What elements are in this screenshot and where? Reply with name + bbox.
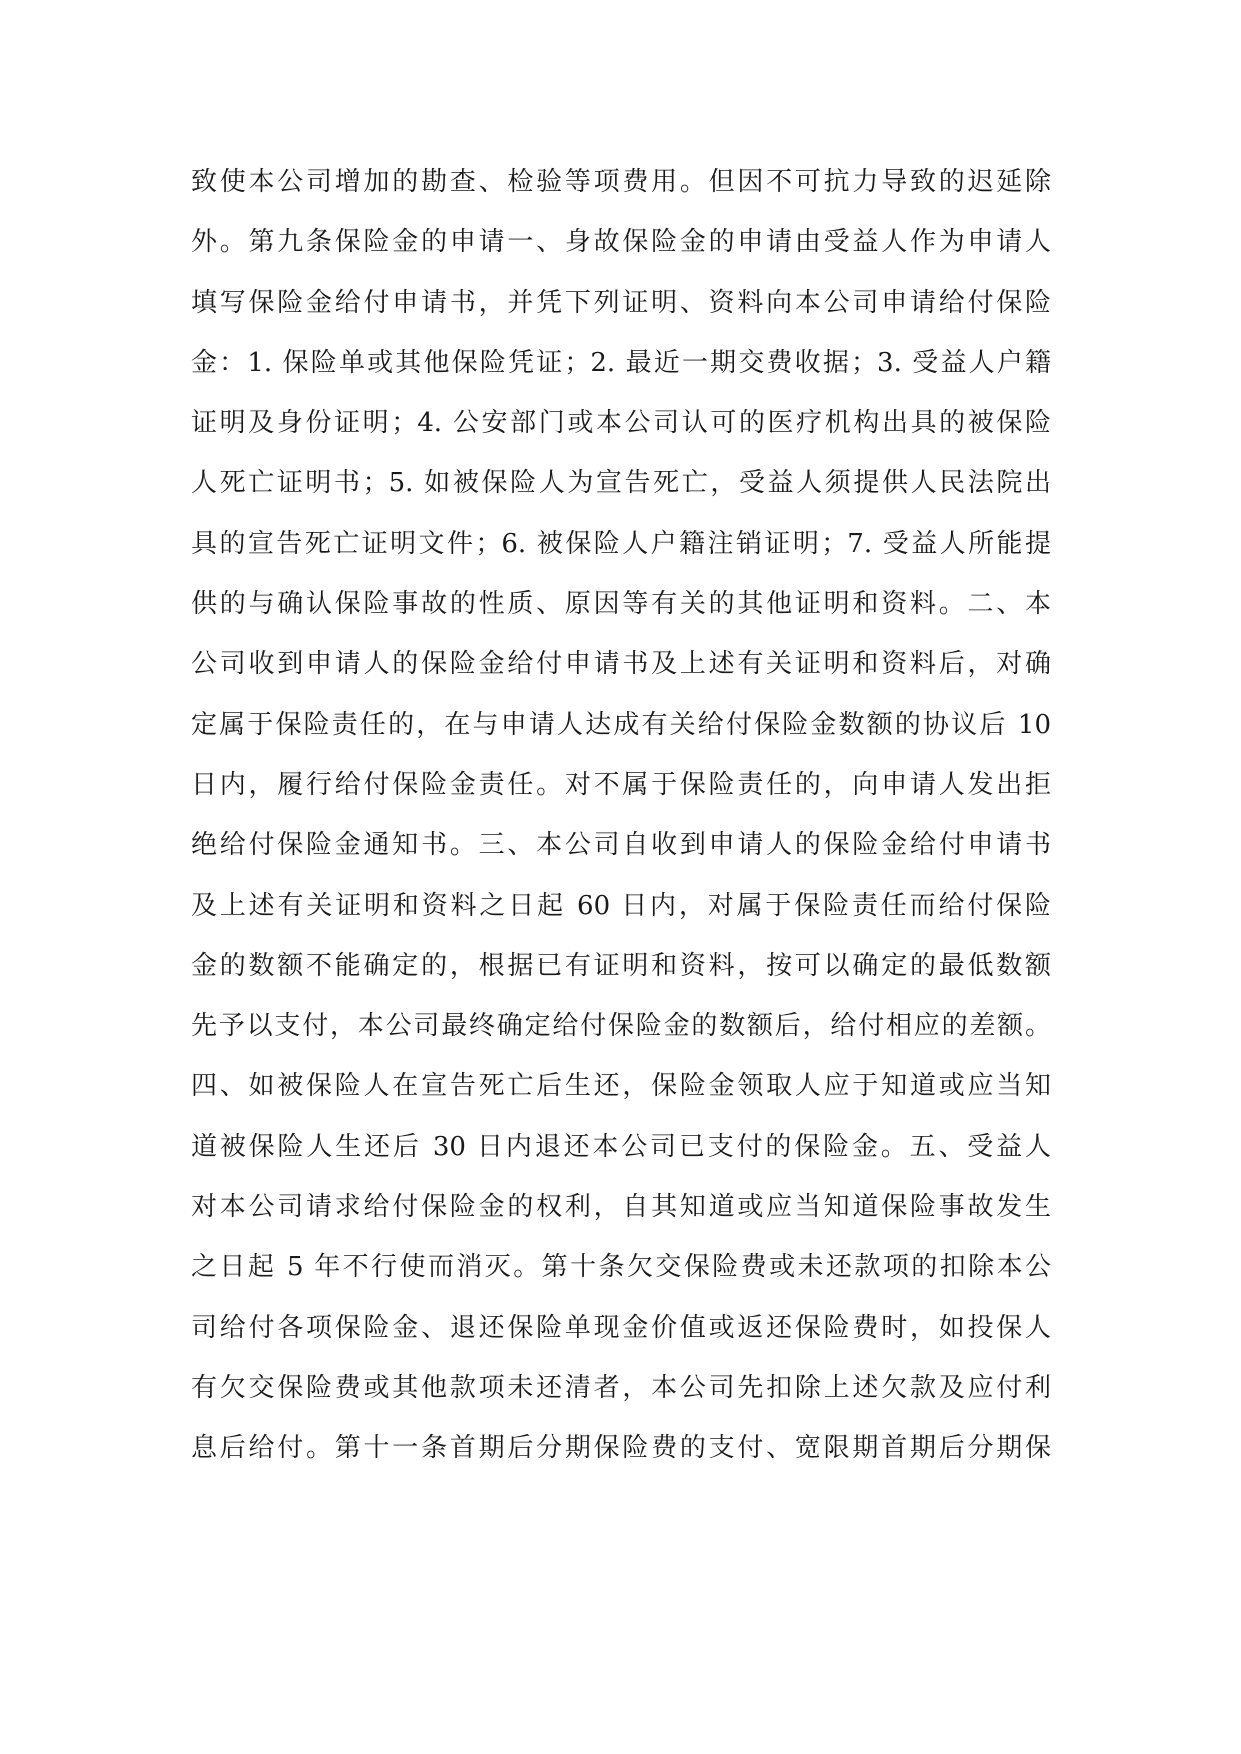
text-line: 证明及身份证明；4. 公安部门或本公司认可的医疗机构出具的被保险 [191,408,1051,439]
text-line: 四、如被保险人在宣告死亡后生还，保险金领取人应于知道或应当知 [191,1071,1051,1102]
text-line: 司给付各项保险金、退还保险单现金价值或返还保险费时，如投保人 [191,1312,1051,1343]
text-line: 具的宣告死亡证明文件；6. 被保险人户籍注销证明；7. 受益人所能提 [191,528,1051,559]
text-line: 及上述有关证明和资料之日起 60 日内，对属于保险责任而给付保险 [191,890,1051,921]
text-line: 对本公司请求给付保险金的权利，自其知道或应当知道保险事故发生 [191,1192,1051,1223]
text-line: 外。第九条保险金的申请一、身故保险金的申请由受益人作为申请人 [191,227,1051,258]
text-line: 供的与确认保险事故的性质、原因等有关的其他证明和资料。二、本 [191,589,1051,620]
text-line: 日内，履行给付保险金责任。对不属于保险责任的，向申请人发出拒 [191,769,1051,800]
text-line: 填写保险金给付申请书，并凭下列证明、资料向本公司申请给付保险 [191,287,1051,318]
text-line: 有欠交保险费或其他款项未还清者，本公司先扣除上述欠款及应付利 [191,1372,1051,1403]
text-line: 道被保险人生还后 30 日内退还本公司已支付的保险金。五、受益人 [191,1131,1051,1162]
text-line: 公司收到申请人的保险金给付申请书及上述有关证明和资料后，对确 [191,649,1051,680]
text-line: 金：1. 保险单或其他保险凭证；2. 最近一期交费收据；3. 受益人户籍 [191,347,1051,378]
text-line: 人死亡证明书；5. 如被保险人为宣告死亡，受益人须提供人民法院出 [191,468,1051,499]
text-line: 金的数额不能确定的，根据已有证明和资料，按可以确定的最低数额 [191,950,1051,981]
text-line: 之日起 5 年不行使而消灭。第十条欠交保险费或未还款项的扣除本公 [191,1252,1051,1283]
text-line: 定属于保险责任的，在与申请人达成有关给付保险金数额的协议后 10 [191,709,1051,740]
text-line: 绝给付保险金通知书。三、本公司自收到申请人的保险金给付申请书 [191,830,1051,861]
body-text [191,152,1051,1479]
text-line: 先予以支付，本公司最终确定给付保险金的数额后，给付相应的差额。 [191,1011,1051,1042]
text-line: 致使本公司增加的勘查、检验等项费用。但因不可抗力导致的迟延除 [191,167,1051,197]
text-line: 息后给付。第十一条首期后分期保险费的支付、宽限期首期后分期保 [191,1433,1051,1464]
